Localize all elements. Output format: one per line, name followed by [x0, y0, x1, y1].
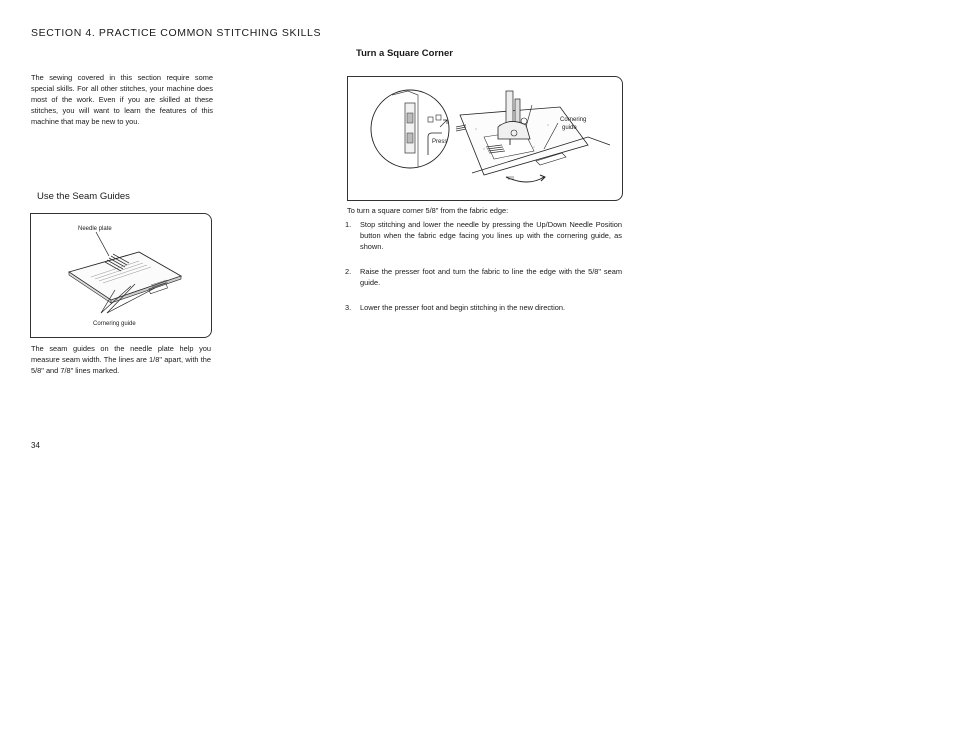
square-corner-figure [347, 76, 623, 201]
cornering-label: Cornering [560, 117, 587, 123]
step-item [345, 302, 622, 313]
needle-plate-figure [30, 213, 212, 338]
step-text: Raise the presser foot and turn the fabric to line the edge with the 5/8" seam guide. [360, 267, 622, 287]
square-corner-heading: Turn a Square Corner [356, 48, 453, 59]
seam-guides-caption: The seam guides on the needle plate help you measure seam width. The lines are 1/8" apart, with the 5/8" and 7/8" lines marked. [31, 344, 211, 375]
square-corner-steps [345, 219, 622, 313]
intro-paragraph: The sewing covered in this section require some special skills. For all other stitches, your machine does most of the work. Even if you are skilled at these stitches, you will want to learn the features of this machine that may be new to you. [31, 73, 213, 126]
needle-plate-label: Needle plate [78, 226, 112, 232]
step-number: 2. [345, 267, 352, 276]
step-text: Lower the presser foot and begin stitching in the new direction. [360, 303, 566, 312]
needle-plate-illustration [31, 214, 211, 337]
step-item [345, 219, 622, 252]
step-item [345, 266, 622, 288]
square-corner-lead: To turn a square corner 5/8" from the fabric edge: [347, 206, 509, 215]
page-number: 34 [31, 441, 40, 450]
step-number: 1. [345, 220, 352, 229]
step-text: Stop stitching and lower the needle by pressing the Up/Down Needle Position button when the fabric edge facing you lines up with the cornering guide, as shown. [360, 220, 622, 251]
cornering-guide-label: Cornering guide [93, 321, 136, 327]
guide-label: guide [562, 125, 577, 131]
step-number: 3. [345, 303, 352, 312]
section-title: SECTION 4. PRACTICE COMMON STITCHING SKILLS [31, 27, 322, 39]
seam-guides-heading: Use the Seam Guides [37, 191, 130, 202]
square-corner-illustration [348, 77, 622, 200]
press-label: Press [432, 139, 448, 145]
